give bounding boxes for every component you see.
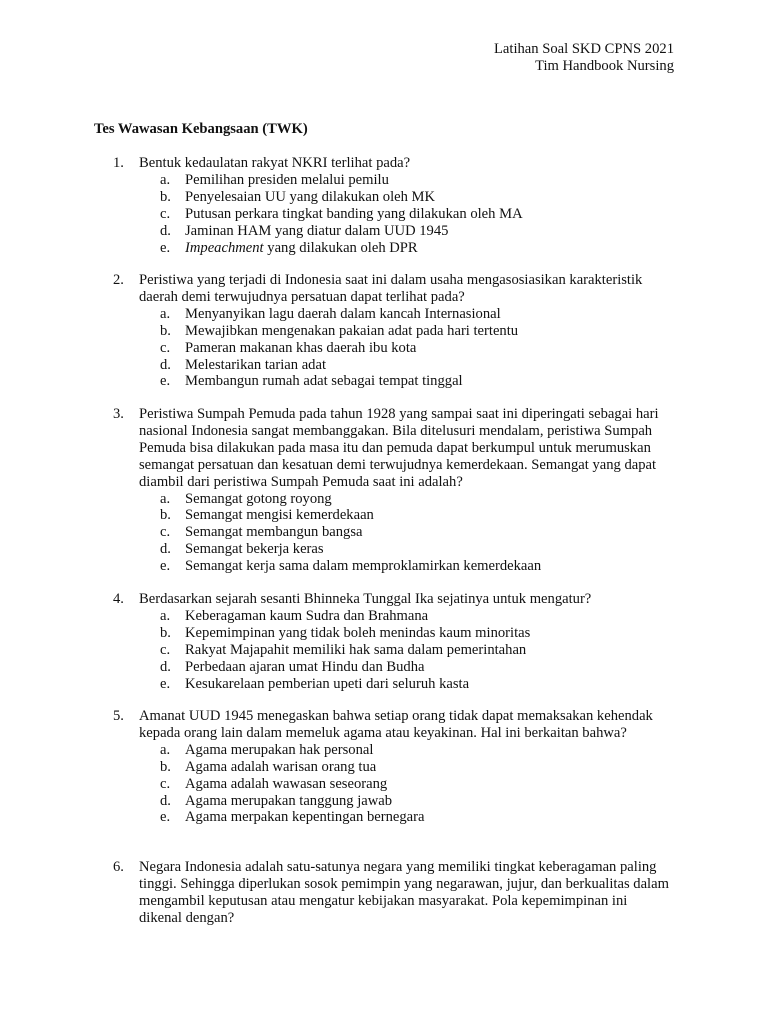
option-c: c. Agama adalah wawasan seseorang — [160, 775, 388, 792]
question-text: Berdasarkan sejarah sesanti Bhinneka Tunggal Ika sejatinya untuk mengatur? — [139, 591, 592, 607]
question-text: Bentuk kedaulatan rakyat NKRI terlihat pada? — [139, 155, 411, 171]
question-number: 1. — [113, 155, 124, 171]
option-d: d. Melestarikan tarian adat — [160, 356, 327, 373]
question-text: Peristiwa Sumpah Pemuda pada tahun 1928 yang sampai saat ini diperingati sebagai hari nasional Indonesia sangat membanggakan. Bila ditelusuri mendalam, peristiwa Sumpah Pemuda bisa dilakukan pada masa itu dan pemuda dapat berkumpul untuk merumuskan semangat persatuan dan kesatuan demi terwujudnya kemerdekaan. Semangat yang dapat diambil dari peristiwa Sumpah Pemuda saat ini adalah? — [139, 406, 659, 490]
option-c: c. Semangat membangun bangsa — [160, 524, 363, 541]
option-e: e. Impeachment yang dilakukan oleh DPR — [160, 239, 418, 256]
question-4 — [113, 591, 673, 692]
option-d: d. Jaminan HAM yang diatur dalam UUD 1945 — [160, 222, 449, 239]
italic-term: Impeachment — [185, 239, 264, 256]
option-a: a. Menyanyikan lagu daerah dalam kancah Internasional — [160, 305, 501, 322]
option-b: b. Agama adalah warisan orang tua — [160, 758, 377, 775]
option-d: d. Semangat bekerja keras — [160, 541, 324, 558]
option-list — [113, 491, 673, 576]
section-title: Tes Wawasan Kebangsaan (TWK) — [94, 121, 308, 137]
header-line-2: Tim Handbook Nursing — [535, 57, 674, 74]
option-e: e. Semangat kerja sama dalam memproklamirkan kemerdekaan — [160, 558, 542, 575]
question-number: 6. — [113, 859, 124, 875]
question-text: Peristiwa yang terjadi di Indonesia saat ini dalam usaha mengasosiasikan karakteristik daerah demi terwujudnya persatuan dapat terlihat pada? — [139, 272, 643, 305]
option-a: a. Keberagaman kaum Sudra dan Brahmana — [160, 607, 429, 624]
option-list — [113, 172, 673, 257]
option-a: a. Agama merupakan hak personal — [160, 741, 374, 758]
option-list — [113, 742, 673, 827]
question-text: Negara Indonesia adalah satu-satunya negara yang memiliki tingkat keberagaman paling tinggi. Sehingga diperlukan sosok pemimpin yang negarawan, jujur, dan berkualitas dalam mengambil keputusan atau mengatur kebijakan masyarakat. Pola kepemimpinan ini dikenal dengan? — [139, 859, 669, 926]
option-e: e. Kesukarelaan pemberian upeti dari seluruh kasta — [160, 675, 470, 692]
option-a: a. Semangat gotong royong — [160, 490, 332, 507]
question-number: 2. — [113, 272, 124, 288]
question-3 — [113, 406, 673, 575]
question-2 — [113, 272, 673, 390]
option-b: b. Penyelesaian UU yang dilakukan oleh MK — [160, 188, 436, 205]
header-line-1: Latihan Soal SKD CPNS 2021 — [494, 41, 674, 57]
question-number: 5. — [113, 708, 124, 724]
question-number: 4. — [113, 591, 124, 607]
option-e: e. Membangun rumah adat sebagai tempat tinggal — [160, 373, 463, 390]
option-a: a. Pemilihan presiden melalui pemilu — [160, 171, 389, 188]
option-b: b. Mewajibkan mengenakan pakaian adat pada hari tertentu — [160, 322, 519, 339]
option-b: b. Kepemimpinan yang tidak boleh menindas kaum minoritas — [160, 624, 531, 641]
option-list — [113, 306, 673, 391]
option-c: c. Rakyat Majapahit memiliki hak sama dalam pemerintahan — [160, 641, 527, 658]
question-text: Amanat UUD 1945 menegaskan bahwa setiap orang tidak dapat memaksakan kehendak kepada orang lain dalam memeluk agama atau keyakinan. Hal ini berkaitan bahwa? — [139, 708, 653, 741]
option-b: b. Semangat mengisi kemerdekaan — [160, 507, 374, 524]
option-list — [113, 608, 673, 693]
question-5 — [113, 708, 673, 826]
option-c: c. Putusan perkara tingkat banding yang dilakukan oleh MA — [160, 205, 523, 222]
option-d: d. Perbedaan ajaran umat Hindu dan Budha — [160, 658, 425, 675]
option-e: e. Agama merpakan kepentingan bernegara — [160, 809, 425, 826]
question-1 — [113, 155, 673, 256]
question-6 — [113, 859, 673, 927]
option-c: c. Pameran makanan khas daerah ibu kota — [160, 339, 417, 356]
option-d: d. Agama merupakan tanggung jawab — [160, 792, 393, 809]
document-header — [494, 41, 674, 74]
question-number: 3. — [113, 406, 124, 422]
